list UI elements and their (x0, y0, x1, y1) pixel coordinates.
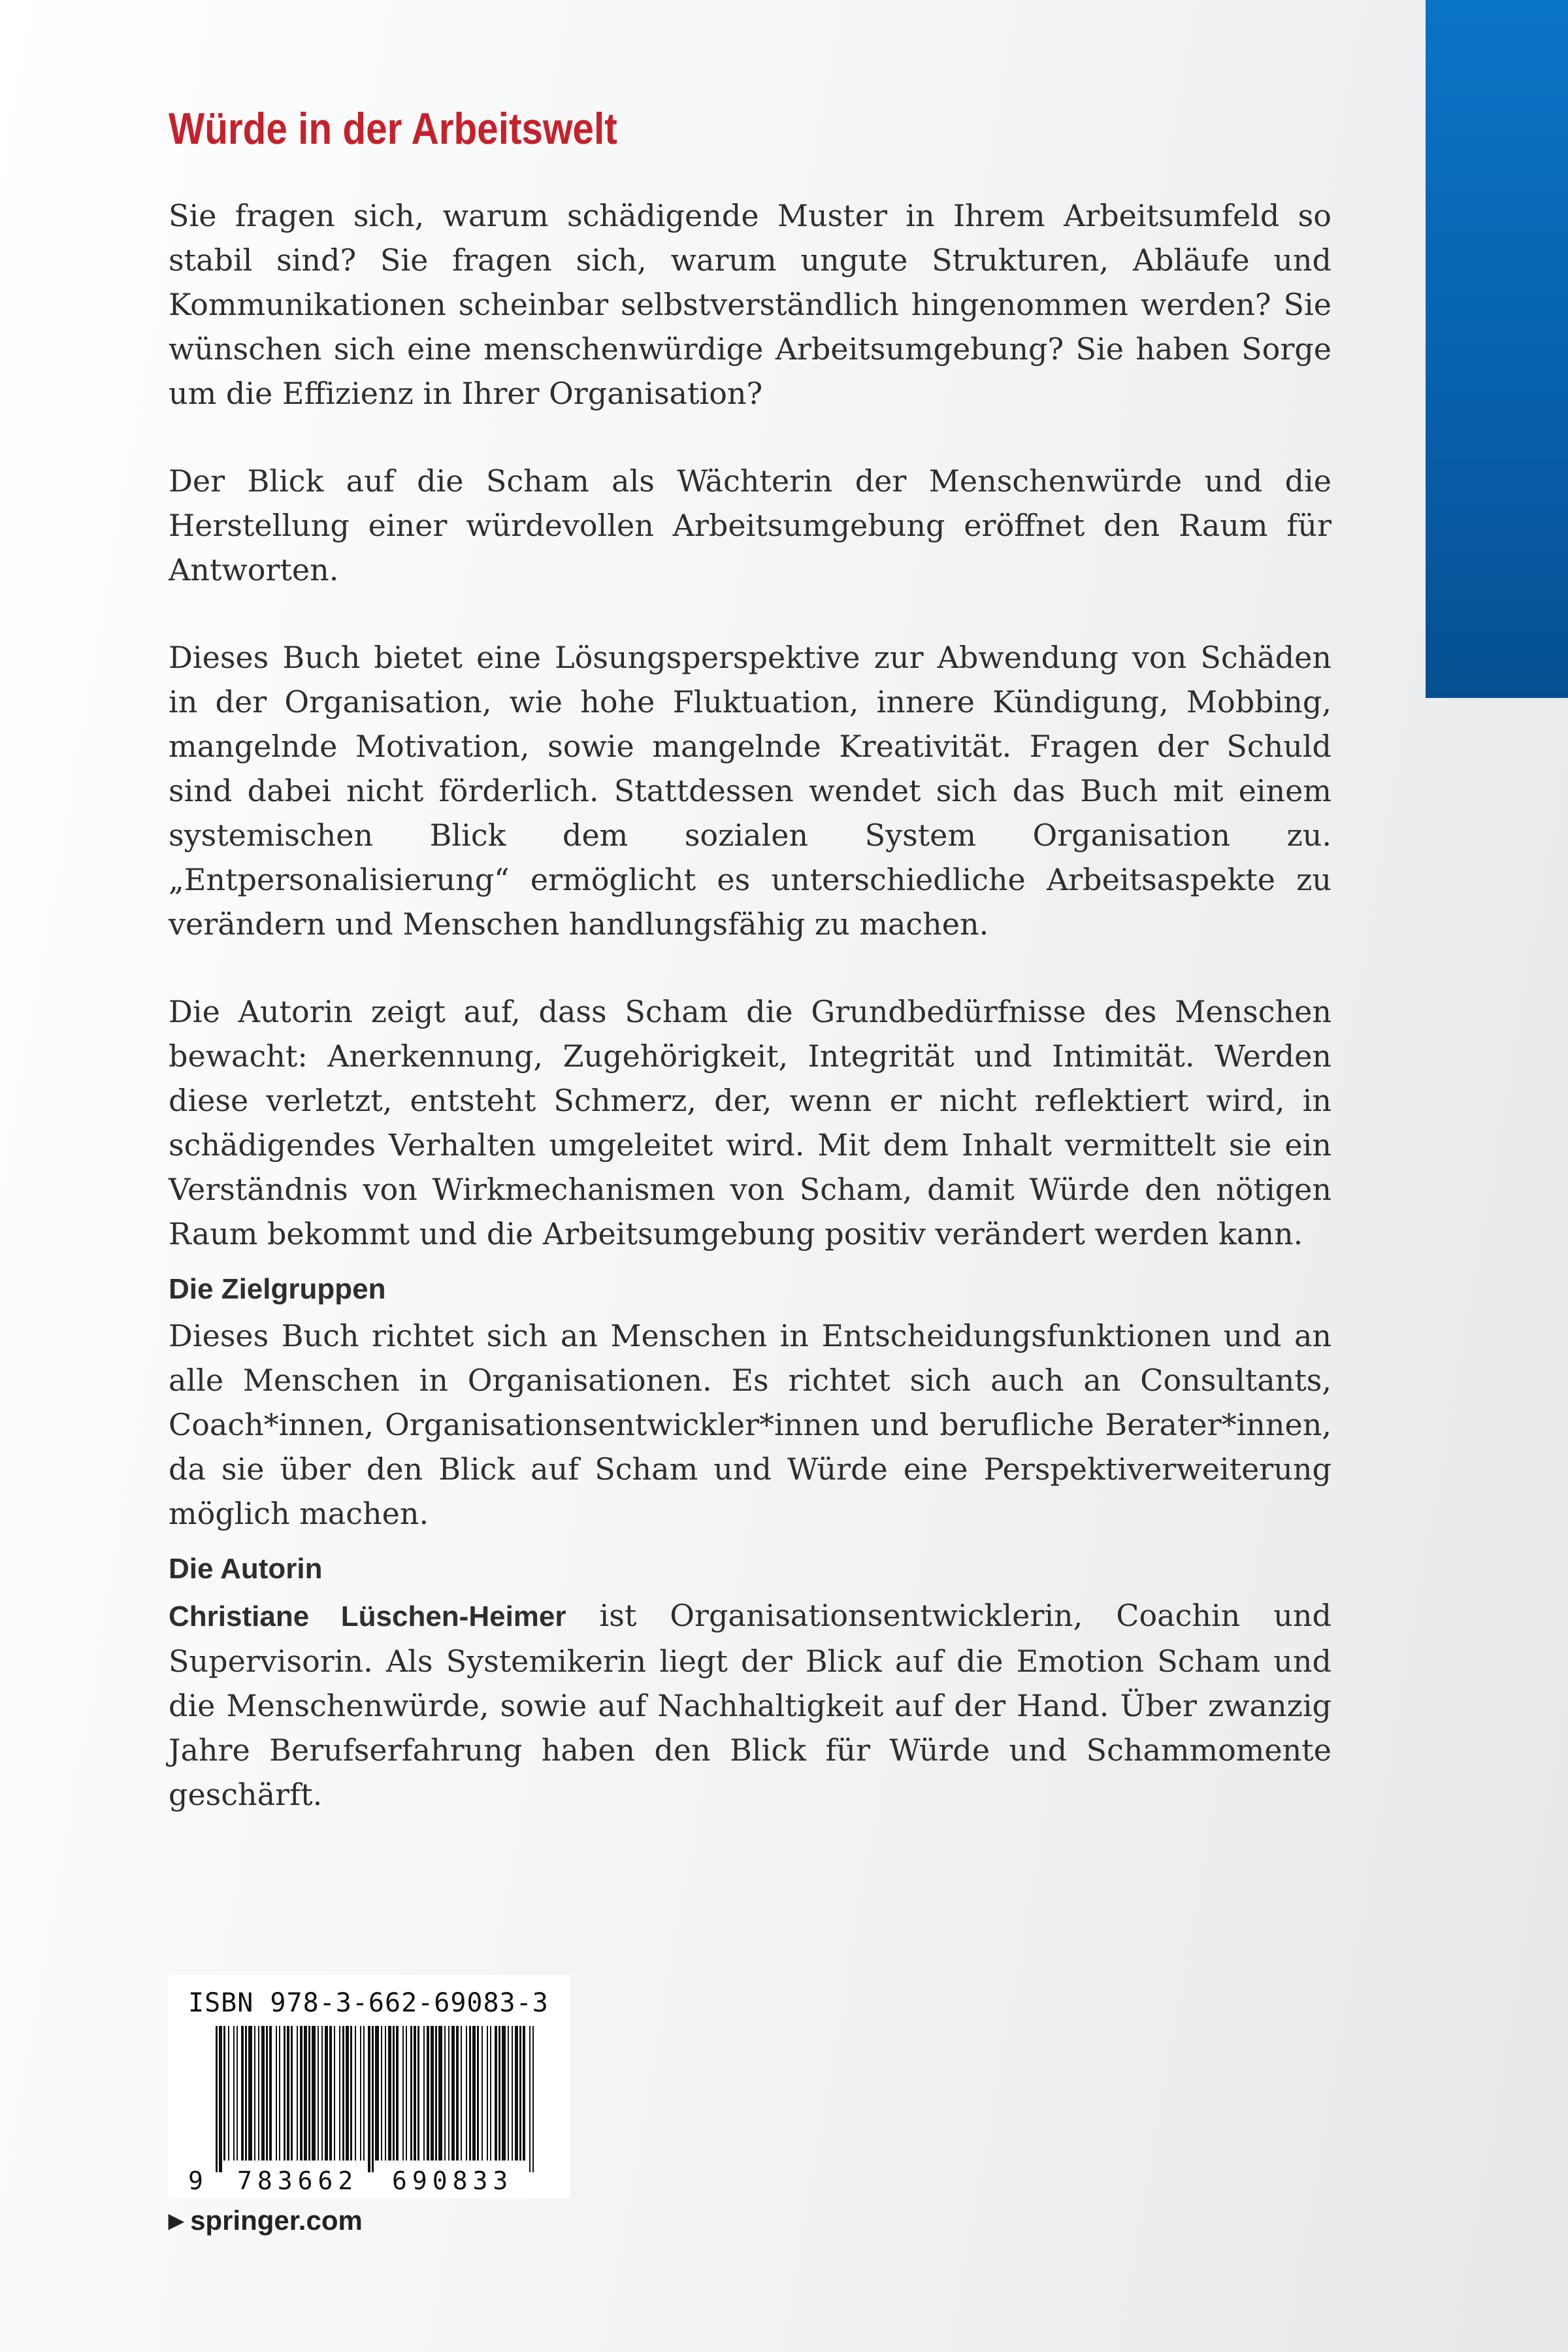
triangle-right-icon: ▶ (169, 2210, 184, 2232)
barcode-bar (219, 2026, 222, 2172)
barcode-bar (269, 2026, 272, 2161)
barcode-bar (435, 2026, 437, 2161)
barcode-bar (451, 2026, 455, 2161)
barcode-bar (248, 2026, 252, 2161)
isbn-label: ISBN 978-3-662-69083-3 (188, 1988, 549, 2018)
author-section (169, 1553, 1331, 1817)
barcode-bar (339, 2026, 340, 2161)
barcode-bar (469, 2026, 471, 2161)
barcode-bar (297, 2026, 298, 2161)
barcode-bar (342, 2026, 344, 2161)
barcode-bar (472, 2026, 476, 2161)
barcode-bar (300, 2026, 302, 2161)
barcode-bar (427, 2026, 429, 2161)
barcode-bar (410, 2026, 412, 2161)
barcode-bar (350, 2026, 352, 2161)
barcode-digit-lead: 9 (188, 2166, 203, 2195)
barcode-bar (512, 2026, 513, 2161)
barcode-bar (414, 2026, 416, 2161)
barcode-bar (266, 2026, 268, 2161)
author-bio (169, 1593, 1331, 1817)
barcode-bar (304, 2026, 307, 2161)
barcode-bar (346, 2026, 349, 2161)
barcode-bar (321, 2026, 323, 2161)
barcode-bar (393, 2026, 395, 2161)
barcode-bar (385, 2026, 386, 2161)
barcode-bar (466, 2026, 467, 2161)
barcode-bar (375, 2026, 379, 2161)
barcode-bar (216, 2026, 218, 2172)
barcode-bar (461, 2026, 462, 2161)
barcode-bar (287, 2026, 289, 2161)
barcode-bar (502, 2026, 506, 2161)
barcode-bar (241, 2026, 244, 2161)
barcode-bar (291, 2026, 293, 2161)
barcode-bar (363, 2026, 365, 2161)
barcode-bar (258, 2026, 259, 2161)
isbn-barcode (169, 1975, 570, 2198)
barcode-bar (334, 2026, 335, 2161)
barcode-graphic (169, 1975, 570, 2198)
barcode-bar (402, 2026, 404, 2161)
barcode-bar (245, 2026, 247, 2161)
target-groups-section (169, 1273, 1331, 1536)
barcode-bar (388, 2026, 391, 2161)
scham-paragraph: Der Blick auf die Scham als Wächterin der Menschenwürde und die Herstellung einer würdevollen Arbeitsumgebung eröffnet den Raum für Antworten. (169, 463, 1331, 588)
publisher-url: springer.com (190, 2205, 363, 2236)
barcode-bar (456, 2026, 459, 2161)
barcode-bar (523, 2026, 525, 2161)
barcode-bar (261, 2026, 265, 2161)
barcode-bar (223, 2026, 225, 2161)
author-name: Christiane Lüschen-Heimer (169, 1600, 566, 1632)
barcode-bar (312, 2026, 316, 2161)
barcode-bar (498, 2026, 500, 2161)
barcode-bar (381, 2026, 382, 2161)
blue-accent-band (1426, 0, 1568, 698)
barcode-bar (431, 2026, 434, 2161)
back-cover-text (169, 103, 1331, 1860)
barcode-bar (372, 2026, 374, 2172)
barcode-bar (228, 2026, 229, 2161)
barcode-bar (233, 2026, 235, 2161)
author-bio-text: ist Organisationsentwicklerin, Coachin und Supervisorin. Als Systemikerin liegt der Blick auf die Emotion Scham und die Menschenwürde, sowie auf Nachhaltigkeit auf der Hand. Über zwanzig Jahre Berufserfahrung haben den Blick für Würde und Schammomente geschärft. (169, 1598, 1331, 1812)
barcode-bar (529, 2026, 531, 2172)
target-groups-heading: Die Zielgruppen (169, 1273, 386, 1305)
barcode-bar (308, 2026, 310, 2161)
barcode-digits-left: 783662 (237, 2166, 359, 2195)
barcode-bar (444, 2026, 446, 2161)
barcode-bar (423, 2026, 425, 2161)
solution-paragraph: Dieses Buch bietet eine Lösungsperspektive zur Abwendung von Schäden in der Organisation, wie hohe Fluktuation, innere Kündigung, Mobbing, mangelnde Motivation, sowie mangelnde Kreativität. Fragen der Schuld sind dabei nicht förderlich. Stattdessen wendet sich das Buch mit einem systemischen Blick dem sozialen System Organisation zu. „Entpersonalisierung“ ermöglicht es unterschiedliche Arbeitsaspekte zu verändern und Menschen handlungsfähig zu machen. (169, 640, 1331, 942)
barcode-bar (519, 2026, 521, 2161)
author-heading: Die Autorin (169, 1553, 323, 1585)
publisher-link[interactable] (169, 2205, 363, 2236)
barcode-bar (508, 2026, 509, 2161)
barcode-bar (325, 2026, 328, 2161)
author-view-paragraph: Die Autorin zeigt auf, dass Scham die Grundbedürfnisse des Menschen bewacht: Anerkennung, Zugehörigkeit, Integrität und Intimität. Werden diese verletzt, entsteht Schmerz, der, wenn er nicht reflektiert wird, in schädigendes Verhalten umgeleitet wird. Mit dem Inhalt vermittelt sie ein Verständnis von Wirkmechanismen von Scham, damit Würde den nötigen Raum bekommt und die Arbeitsumgebung positiv verändert werden kann. (169, 994, 1331, 1251)
barcode-bar (396, 2026, 399, 2161)
barcode-bar (318, 2026, 319, 2161)
barcode-bar (482, 2026, 483, 2161)
barcode-bar (284, 2026, 286, 2161)
barcode-bar (448, 2026, 449, 2161)
barcode-bars (216, 2026, 534, 2172)
intro-paragraph: Sie fragen sich, warum schädigende Muster in Ihrem Arbeitsumfeld so stabil sind? Sie fragen sich, warum ungute Strukturen, Abläufe und Kommunikationen scheinbar selbstverständlich hingenommen werden? Sie wünschen sich eine menschenwürdige Arbeitsumgebung? Sie haben Sorge um die Effizienz in Ihrer Organisation? (169, 198, 1331, 411)
barcode-bar (532, 2026, 534, 2172)
barcode-bar (438, 2026, 442, 2161)
barcode-digits-right: 690833 (392, 2166, 514, 2195)
barcode-bar (406, 2026, 407, 2161)
barcode-bar (515, 2026, 518, 2161)
barcode-bar (490, 2026, 491, 2161)
target-groups-text: Dieses Buch richtet sich an Menschen in Entscheidungsfunktionen und an alle Menschen in Organisationen. Es richtet sich auch an Consultants, Coach*innen, Organisationsentwickler*innen und berufliche Berater*innen, da sie über den Blick auf Scham und Würde eine Perspektiverweiterung möglich machen. (169, 1318, 1331, 1531)
barcode-bar (417, 2026, 419, 2161)
barcode-bar (279, 2026, 280, 2161)
barcode-bar (477, 2026, 479, 2161)
barcode-bar (368, 2026, 370, 2172)
barcode-bar (487, 2026, 488, 2161)
barcode-bar (329, 2026, 332, 2161)
barcode-bar (355, 2026, 356, 2161)
barcode-bar (254, 2026, 255, 2161)
barcode-bar (237, 2026, 238, 2161)
barcode-bar (276, 2026, 277, 2161)
barcode-bar (360, 2026, 361, 2161)
book-title: Würde in der Arbeitswelt (169, 104, 617, 154)
barcode-bar (495, 2026, 497, 2161)
